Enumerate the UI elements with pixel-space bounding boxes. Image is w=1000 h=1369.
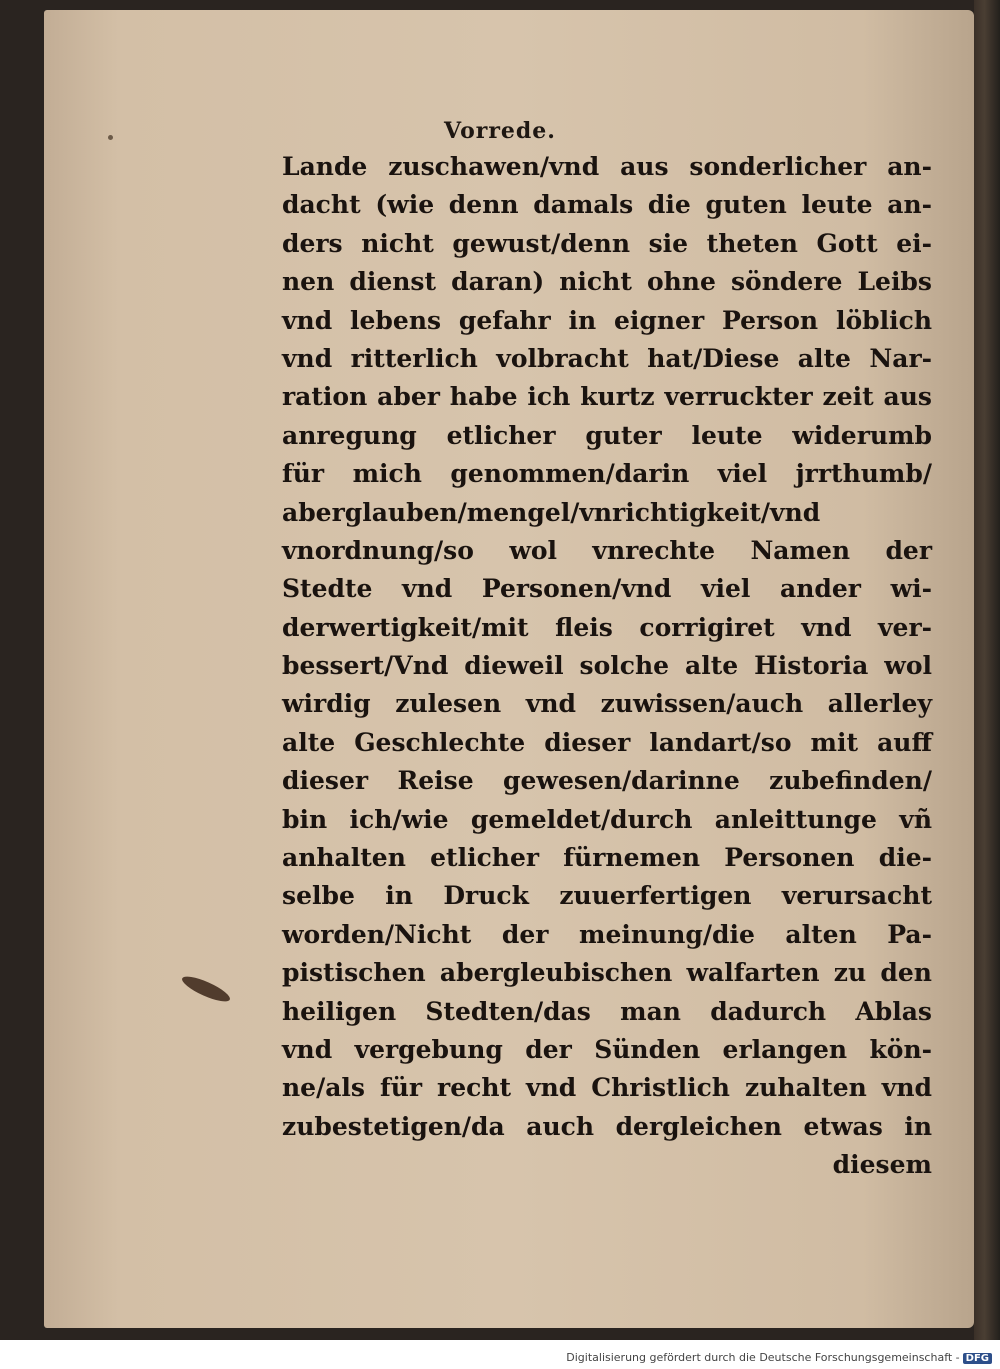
text-line: vnordnung/so wol vnrechte Namen der xyxy=(282,535,932,565)
text-line: worden/Nicht der meinung/die alten Pa- xyxy=(282,919,932,949)
text-line: ration aber habe ich kurtz verruckter zeit aus xyxy=(282,382,932,412)
catchword: diesem xyxy=(832,1150,932,1180)
page-header: Vorrede. xyxy=(444,118,556,144)
text-line: Lande zuschawen/vnd aus sonderlicher an- xyxy=(282,152,932,181)
text-line: vnd vergebung der Sünden erlangen kön- xyxy=(282,1034,932,1064)
text-line: anregung etlicher guter leute widerumb xyxy=(282,420,932,450)
text-line: dacht (wie denn damals die guten leute an- xyxy=(282,190,932,220)
text-line: Stedte vnd Personen/vnd viel ander wi- xyxy=(282,574,932,604)
text-line: alte Geschlechte dieser landart/so mit auff xyxy=(282,727,932,757)
text-line: vnd lebens gefahr in eigner Person löblich xyxy=(282,305,932,335)
text-line: aberglauben/mengel/vnrichtigkeit/vnd xyxy=(282,497,821,527)
text-line: wirdig zulesen vnd zuwissen/auch allerley xyxy=(282,689,932,719)
text-line: pistischen abergleubischen walfarten zu den xyxy=(282,958,932,988)
text-line: zubestetigen/da auch dergleichen etwas in xyxy=(282,1111,932,1141)
text-line: derwertigkeit/mit fleis corrigiret vnd ver- xyxy=(282,612,932,642)
text-line: für mich genommen/darin viel jrrthumb/ xyxy=(282,459,932,489)
text-line: dieser Reise gewesen/darinne zubefinden/ xyxy=(282,766,932,796)
text-line: selbe in Druck zuuerfertigen verursacht xyxy=(282,881,932,911)
footer-text: Digitalisierung gefördert durch die Deutsche Forschungsgemeinschaft - xyxy=(566,1351,960,1364)
digitization-footer xyxy=(566,1351,992,1364)
text-line: ders nicht gewust/denn sie theten Gott ei- xyxy=(282,228,932,258)
text-line: heiligen Stedten/das man dadurch Ablas xyxy=(282,996,932,1026)
dfg-logo: DFG xyxy=(963,1353,992,1364)
text-line: bessert/Vnd dieweil solche alte Historia wol xyxy=(282,651,932,681)
text-line: nen dienst daran) nicht ohne söndere Leibs xyxy=(282,267,932,297)
text-line: vnd ritterlich volbracht hat/Diese alte Nar- xyxy=(282,343,932,373)
body-text xyxy=(282,148,932,1185)
text-line: bin ich/wie gemeldet/durch anleittunge vñ xyxy=(282,804,932,834)
book-edge xyxy=(974,0,1000,1340)
text-line: ne/als für recht vnd Christlich zuhalten vnd xyxy=(282,1073,932,1103)
text-line: anhalten etlicher fürnemen Personen die- xyxy=(282,843,932,873)
